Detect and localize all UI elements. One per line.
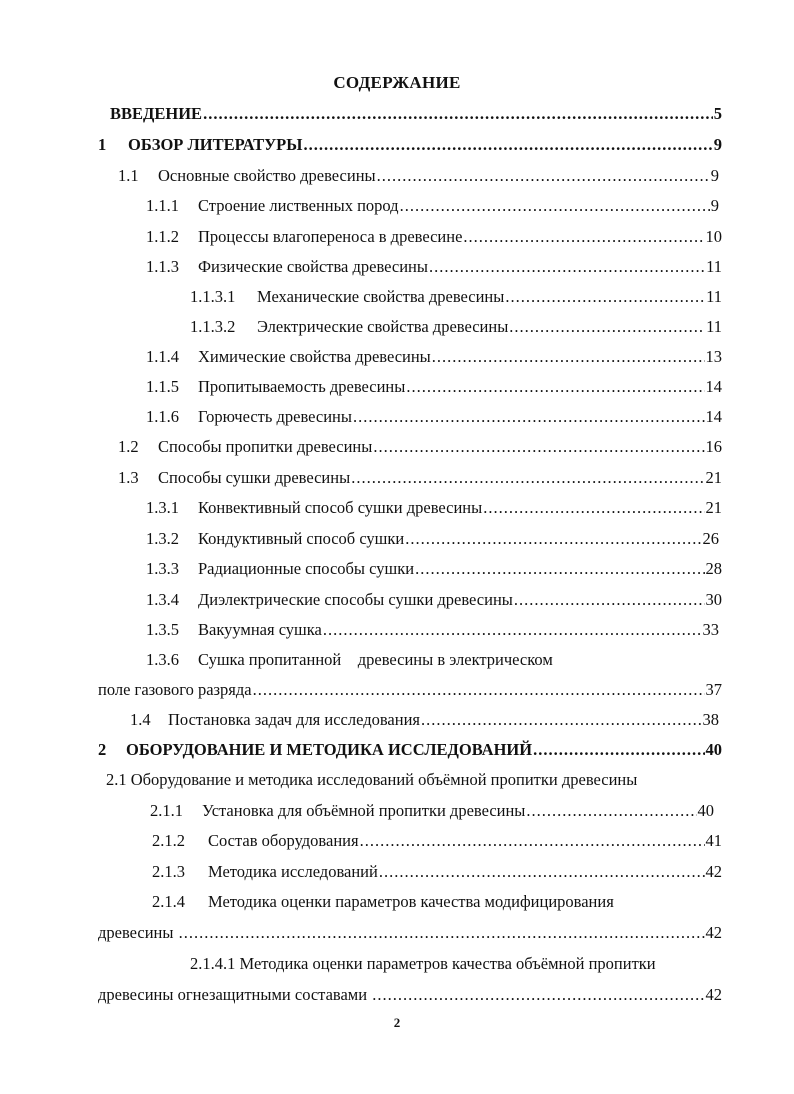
toc-entry-page: 26 [702,529,719,548]
toc-entry-title: Радиационные способы сушки [198,559,415,578]
toc-entry-number: 1.1.6 [146,407,179,426]
toc-entry-number: 2.1.3 [152,862,185,881]
toc-entry[interactable] [106,769,714,791]
toc-entry-page: 40 [697,801,714,820]
toc-entry-title: Постановка задач для исследования [168,710,420,729]
toc-entry-title: Кондуктивный способ сушки [198,529,405,548]
toc-entry[interactable] [130,709,719,731]
toc-entry-page: 42 [705,985,722,1004]
dot-leader [351,467,704,489]
toc-entry[interactable] [190,953,656,975]
toc-entry-page: 10 [705,227,722,246]
toc-entry[interactable] [98,679,722,701]
toc-entry[interactable] [152,861,722,883]
toc-entry-title: Электрические свойства древесины [257,317,509,336]
toc-entry[interactable] [146,649,553,671]
toc-entry-number: 1.1.1 [146,196,179,215]
dot-leader [379,861,705,883]
toc-entry-title: ОБОРУДОВАНИЕ И МЕТОДИКА ИССЛЕДОВАНИЙ [126,740,533,759]
dot-leader [514,589,705,611]
dot-leader [483,497,704,519]
toc-entry-title: Способы сушки древесины [158,468,351,487]
toc-entry-number: 1.4 [130,710,151,729]
toc-entry-number: 1.1.5 [146,377,179,396]
toc-entry-title: Механические свойства древесины [257,287,505,306]
dot-leader [432,346,705,368]
toc-entry-number: 1.3.1 [146,498,179,517]
toc-entry-title: Сушка пропитанной древесины в электрическом [198,650,553,669]
toc-entry-page: 5 [713,104,722,123]
toc-entry-title: древесины [98,923,178,942]
toc-entry[interactable] [190,316,722,338]
toc-entry-title: Установка для объёмной пропитки древесины [202,801,526,820]
toc-entry-number: 1.2 [118,437,139,456]
toc-entry-page: 16 [705,437,722,456]
toc-entry-number: 1.3.3 [146,559,179,578]
toc-entry-page: 11 [706,287,722,306]
toc-entry[interactable] [98,922,722,944]
toc-entry-page: 14 [705,407,722,426]
toc-entry[interactable] [146,619,719,641]
toc-entry-title: Процессы влагопереноса в древесине [198,227,463,246]
dot-leader [203,103,713,125]
toc-entry-number: 1.3.6 [146,650,179,669]
toc-entry[interactable] [152,830,722,852]
toc-entry-number: 2 [98,740,107,759]
dot-leader [463,226,704,248]
toc-entry-number: 1.1 [118,166,139,185]
toc-entry-title: Пропитываемость древесины [198,377,406,396]
dot-leader [526,800,696,822]
dot-leader [406,376,704,398]
toc-entry-number: 2.1.2 [152,831,185,850]
toc-entry-page: 9 [710,166,719,185]
toc-entry[interactable] [146,589,722,611]
toc-entry[interactable] [152,891,614,913]
toc-entry-number: 1.1.3 [146,257,179,276]
toc-entry[interactable] [146,256,722,278]
toc-entry[interactable] [146,497,722,519]
toc-entry-page: 21 [705,468,722,487]
toc-entry-page: 38 [702,710,719,729]
toc-entry-number: 1.3 [118,468,139,487]
toc-entry-number: 1 [98,135,107,154]
toc-entry[interactable] [98,134,722,156]
toc-entry-page: 28 [705,559,722,578]
dot-leader [505,286,705,308]
toc-entry[interactable] [146,346,722,368]
toc-entry-title: Методика оценки параметров качества модифицирования [208,892,614,911]
toc-entry-page: 42 [705,862,722,881]
toc-entry-title: Конвективный способ сушки древесины [198,498,483,517]
toc-entry-page: 9 [713,135,722,154]
toc-entry-title: Горючесть древесины [198,407,352,426]
toc-entry[interactable] [146,528,719,550]
toc-entry-page: 9 [710,196,719,215]
toc-entry-page: 21 [705,498,722,517]
toc-entry[interactable] [118,165,719,187]
dot-leader [377,165,710,187]
toc-entry[interactable] [146,376,722,398]
dot-leader [421,709,702,731]
toc-entry[interactable] [118,467,722,489]
toc-entry[interactable] [118,436,722,458]
dot-leader [353,406,705,428]
dot-leader [405,528,701,550]
dot-leader [533,739,704,761]
toc-entry-title: Состав оборудования [208,831,359,850]
toc-entry-title: древесины огнезащитными составами [98,985,372,1004]
dot-leader [372,984,704,1006]
toc-entry-page: 40 [705,740,722,759]
toc-entry-page: 11 [706,257,722,276]
toc-entry-page: 41 [705,831,722,850]
toc-entry-page: 37 [705,680,722,699]
dot-leader [400,195,710,217]
toc-entry-number: 1.1.3.1 [190,287,236,306]
toc-entry-title: Основные свойство древесины [158,166,376,185]
toc-entry-page: 13 [705,347,722,366]
toc-entry-number: 2.1.1 [150,801,183,820]
toc-title: СОДЕРЖАНИЕ [333,73,461,92]
toc-entry-title: Способы пропитки древесины [158,437,373,456]
toc-entry-title: Диэлектрические способы сушки древесины [198,590,513,609]
toc-entry-title: ОБЗОР ЛИТЕРАТУРЫ [128,135,303,154]
toc-entry-number: 1.1.2 [146,227,179,246]
toc-entry-page: 11 [706,317,722,336]
toc-entry-title: Строение лиственных пород [198,196,399,215]
toc-entry-number: 1.3.4 [146,590,179,609]
toc-entry-title: Физические свойства древесины [198,257,428,276]
toc-entry-page: 42 [705,923,722,942]
toc-entry[interactable] [150,800,714,822]
toc-entry-page: 14 [705,377,722,396]
toc-entry-title: 2.1 Оборудование и методика исследований объёмной пропитки древесины [106,770,638,789]
dot-leader [415,558,704,580]
page-number: 2 [393,1015,401,1030]
toc-entry[interactable] [110,103,722,125]
toc-entry-number: 1.3.2 [146,529,179,548]
toc-entry-number: 1.1.4 [146,347,179,366]
toc-entry-title: Химические свойства древесины [198,347,431,366]
dot-leader [179,922,705,944]
dot-leader [303,134,712,156]
toc-entry[interactable] [98,739,722,761]
dot-leader [429,256,705,278]
dot-leader [253,679,705,701]
toc-entry[interactable] [146,226,722,248]
dot-leader [373,436,704,458]
toc-entry[interactable] [146,406,722,428]
toc-entry[interactable] [98,984,722,1006]
dot-leader [323,619,702,641]
toc-entry-title: ВВЕДЕНИЕ [110,104,203,123]
toc-entry-page: 30 [705,590,722,609]
toc-entry-page: 33 [702,620,719,639]
toc-entry-number: 1.1.3.2 [190,317,236,336]
toc-entry-title: Вакуумная сушка [198,620,322,639]
toc-entry-number: 1.3.5 [146,620,179,639]
dot-leader [360,830,705,852]
toc-entry-title: Методика исследований [208,862,378,881]
toc-entry-title: поле газового разряда [98,680,252,699]
toc-entry[interactable] [146,558,722,580]
toc-entry[interactable] [146,195,719,217]
dot-leader [509,316,705,338]
toc-entry[interactable] [190,286,722,308]
toc-entry-title: 2.1.4.1 Методика оценки параметров качества объёмной пропитки [190,954,656,973]
toc-entry-number: 2.1.4 [152,892,185,911]
